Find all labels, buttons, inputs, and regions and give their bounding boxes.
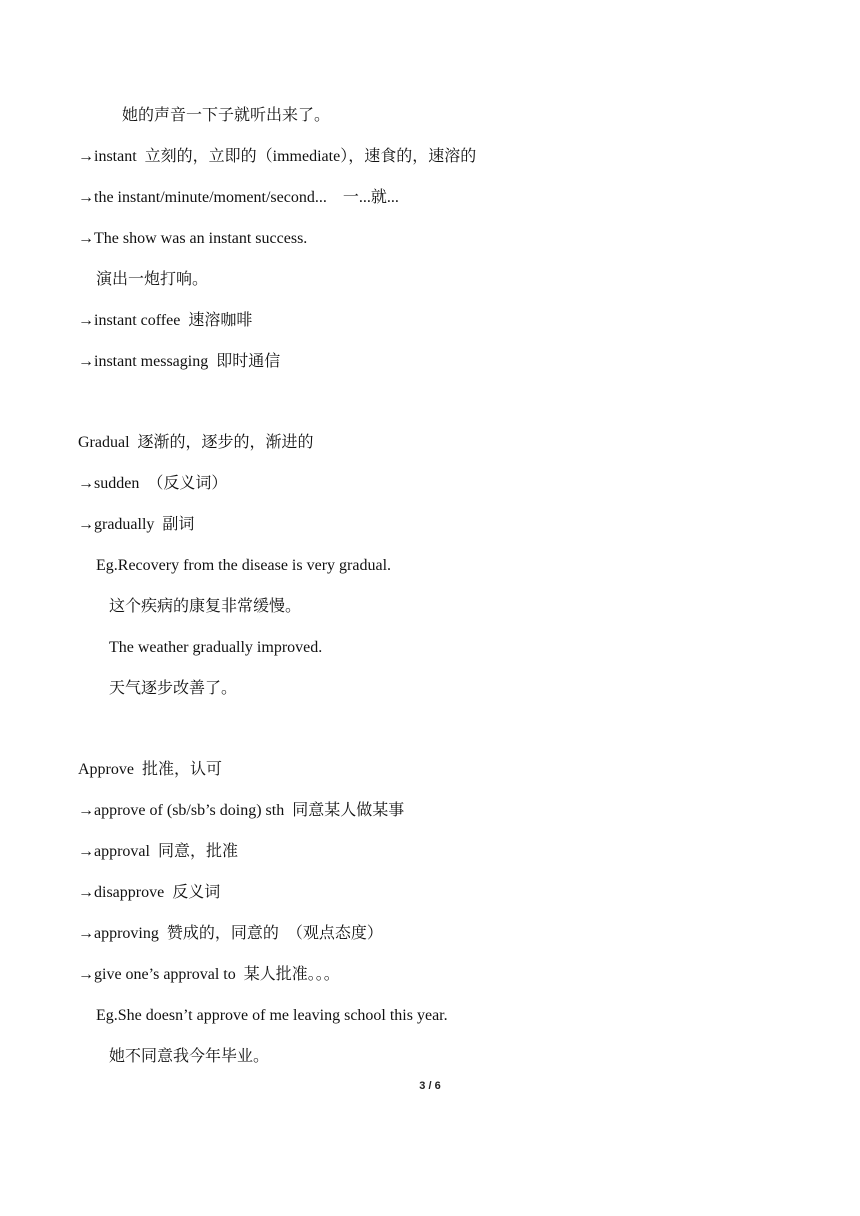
text-line: →sudden （反义词） (78, 475, 228, 492)
text-line: →approve of (sb/sb’s doing) sth 同意某人做某事 (78, 802, 405, 819)
translation-line: 这个疾病的康复非常缓慢。 (109, 598, 302, 615)
text-line: →gradually 副词 (78, 516, 195, 533)
text-line: →instant messaging 即时通信 (78, 353, 281, 370)
example-line: Eg.Recovery from the disease is very gradual. (96, 557, 392, 574)
text-line: 演出一炮打响。 (96, 271, 209, 288)
text-line: →disapprove 反义词 (78, 884, 221, 901)
example-line: The weather gradually improved. (109, 639, 323, 656)
text-line: →instant 立刻的，立即的（immediate），速食的，速溶的 (78, 148, 477, 165)
translation-line: 天气逐步改善了。 (109, 680, 238, 697)
page-number: 3 / 6 (419, 1080, 441, 1092)
text-line: →approving 赞成的，同意的 （观点态度） (78, 925, 383, 942)
section-heading: Gradual 逐渐的，逐步的，渐进的 (78, 434, 314, 451)
text-line: 她的声音一下子就听出来了。 (122, 107, 331, 124)
translation-line: 她不同意我今年毕业。 (109, 1048, 270, 1065)
text-line: →the instant/minute/moment/second... 一...就... (78, 189, 399, 206)
text-line: →The show was an instant success. (78, 230, 308, 247)
section-heading: Approve 批准，认可 (78, 761, 222, 778)
text-line: →instant coffee 速溶咖啡 (78, 312, 253, 329)
text-line: →approval 同意，批准 (78, 843, 238, 860)
text-line: →give one’s approval to 某人批准。。。 (78, 966, 340, 983)
example-line: Eg.She doesn’t approve of me leaving school this year. (96, 1007, 448, 1024)
